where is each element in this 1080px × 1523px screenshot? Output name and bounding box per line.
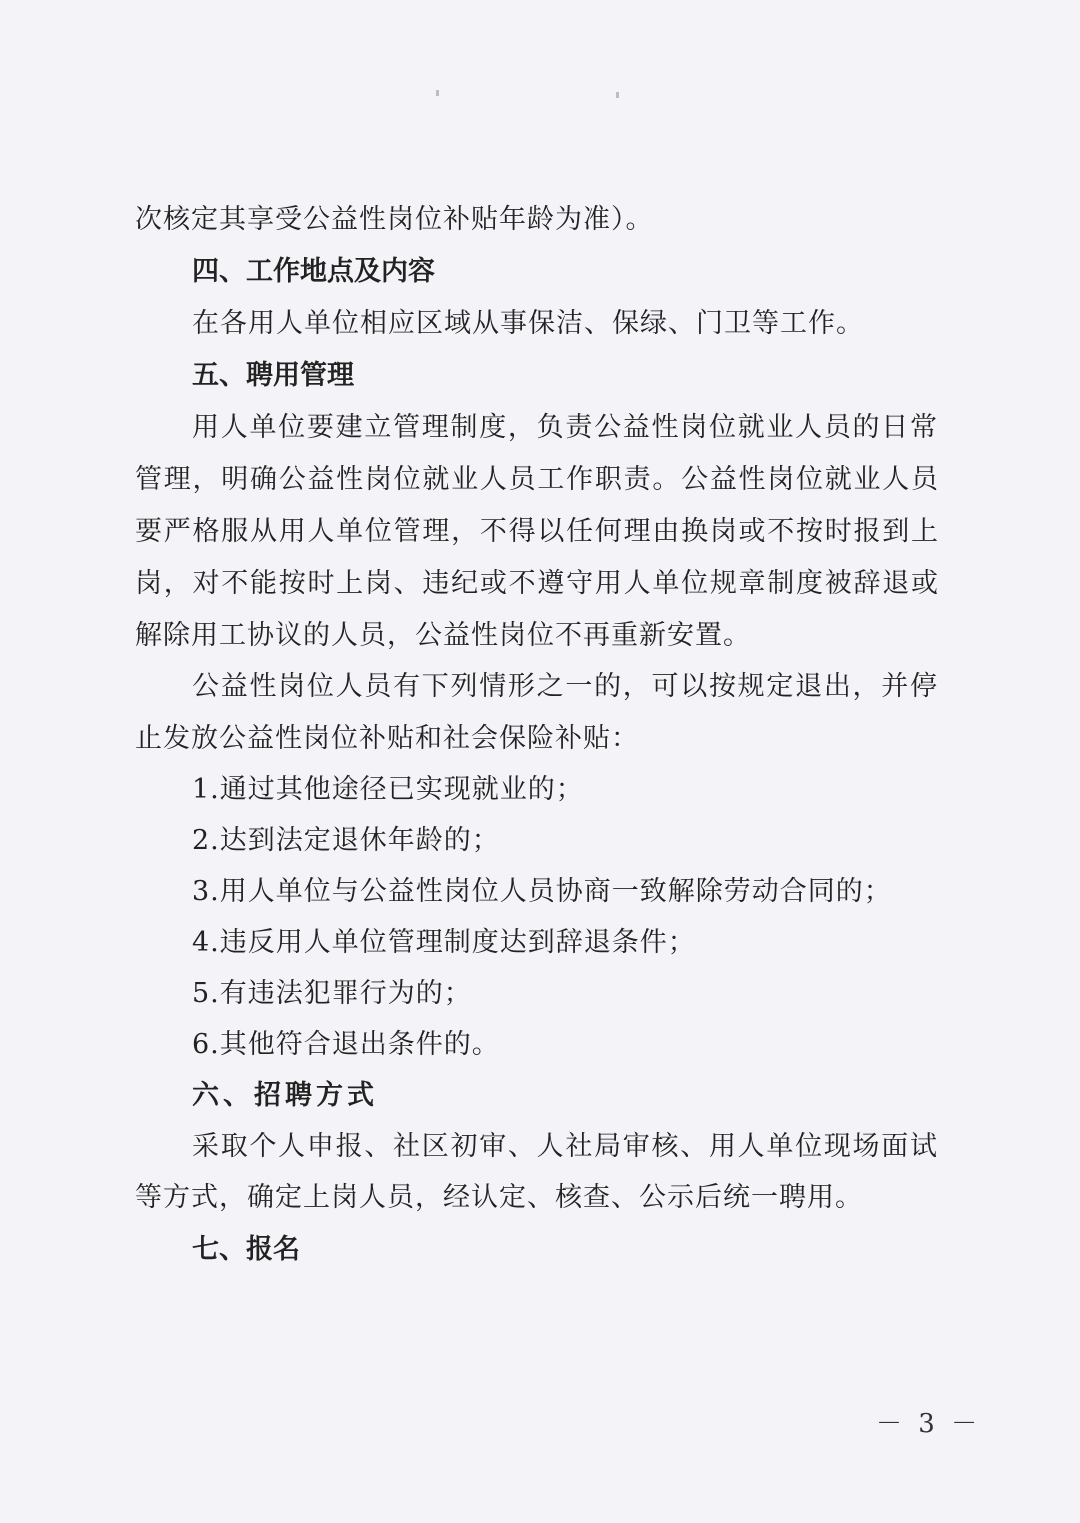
heading-recruitment-method: 六、招聘方式 [192,1080,378,1111]
paragraph-recruitment-line: 等方式，确定上岗人员，经认定、核查、公示后统一聘用。 [135,1182,863,1213]
list-item-exit-condition: 2.达到法定退休年龄的； [192,825,500,856]
paragraph-management-line: 用人单位要建立管理制度，负责公益性岗位就业人员的日常 [192,412,938,443]
text-line-work-content: 在各用人单位相应区域从事保洁、保绿、门卫等工作。 [192,308,864,339]
list-item-exit-condition: 5.有违法犯罪行为的； [192,978,472,1009]
list-item-exit-condition: 1.通过其他途径已实现就业的； [192,774,584,805]
heading-work-location: 四、工作地点及内容 [192,256,435,287]
paragraph-management-line: 岗，对不能按时上岗、违纪或不遵守用人单位规章制度被辞退或 [135,568,939,599]
paragraph-management-line: 要严格服从用人单位管理，不得以任何理由换岗或不按时报到上 [135,516,939,547]
paragraph-exit-line: 公益性岗位人员有下列情形之一的，可以按规定退出，并停 [192,671,938,702]
paragraph-recruitment-line: 采取个人申报、社区初审、人社局审核、用人单位现场面试 [192,1131,938,1162]
heading-employment-management: 五、聘用管理 [192,360,354,391]
paragraph-management-line: 管理，明确公益性岗位就业人员工作职责。公益性岗位就业人员 [135,464,939,495]
list-item-exit-condition: 3.用人单位与公益性岗位人员协商一致解除劳动合同的； [192,876,892,907]
page-number: － 3 － [876,1409,982,1439]
heading-registration: 七、报名 [192,1234,300,1265]
scan-speck-mark [616,92,619,98]
list-item-exit-condition: 6.其他符合退出条件的。 [192,1029,500,1060]
text-line-continuation: 次核定其享受公益性岗位补贴年龄为准）。 [135,204,654,235]
paragraph-management-line: 解除用工协议的人员，公益性岗位不再重新安置。 [135,620,751,651]
scan-speck-mark [436,90,439,96]
paragraph-exit-line: 止发放公益性岗位补贴和社会保险补贴： [135,723,639,754]
list-item-exit-condition: 4.违反用人单位管理制度达到辞退条件； [192,927,696,958]
